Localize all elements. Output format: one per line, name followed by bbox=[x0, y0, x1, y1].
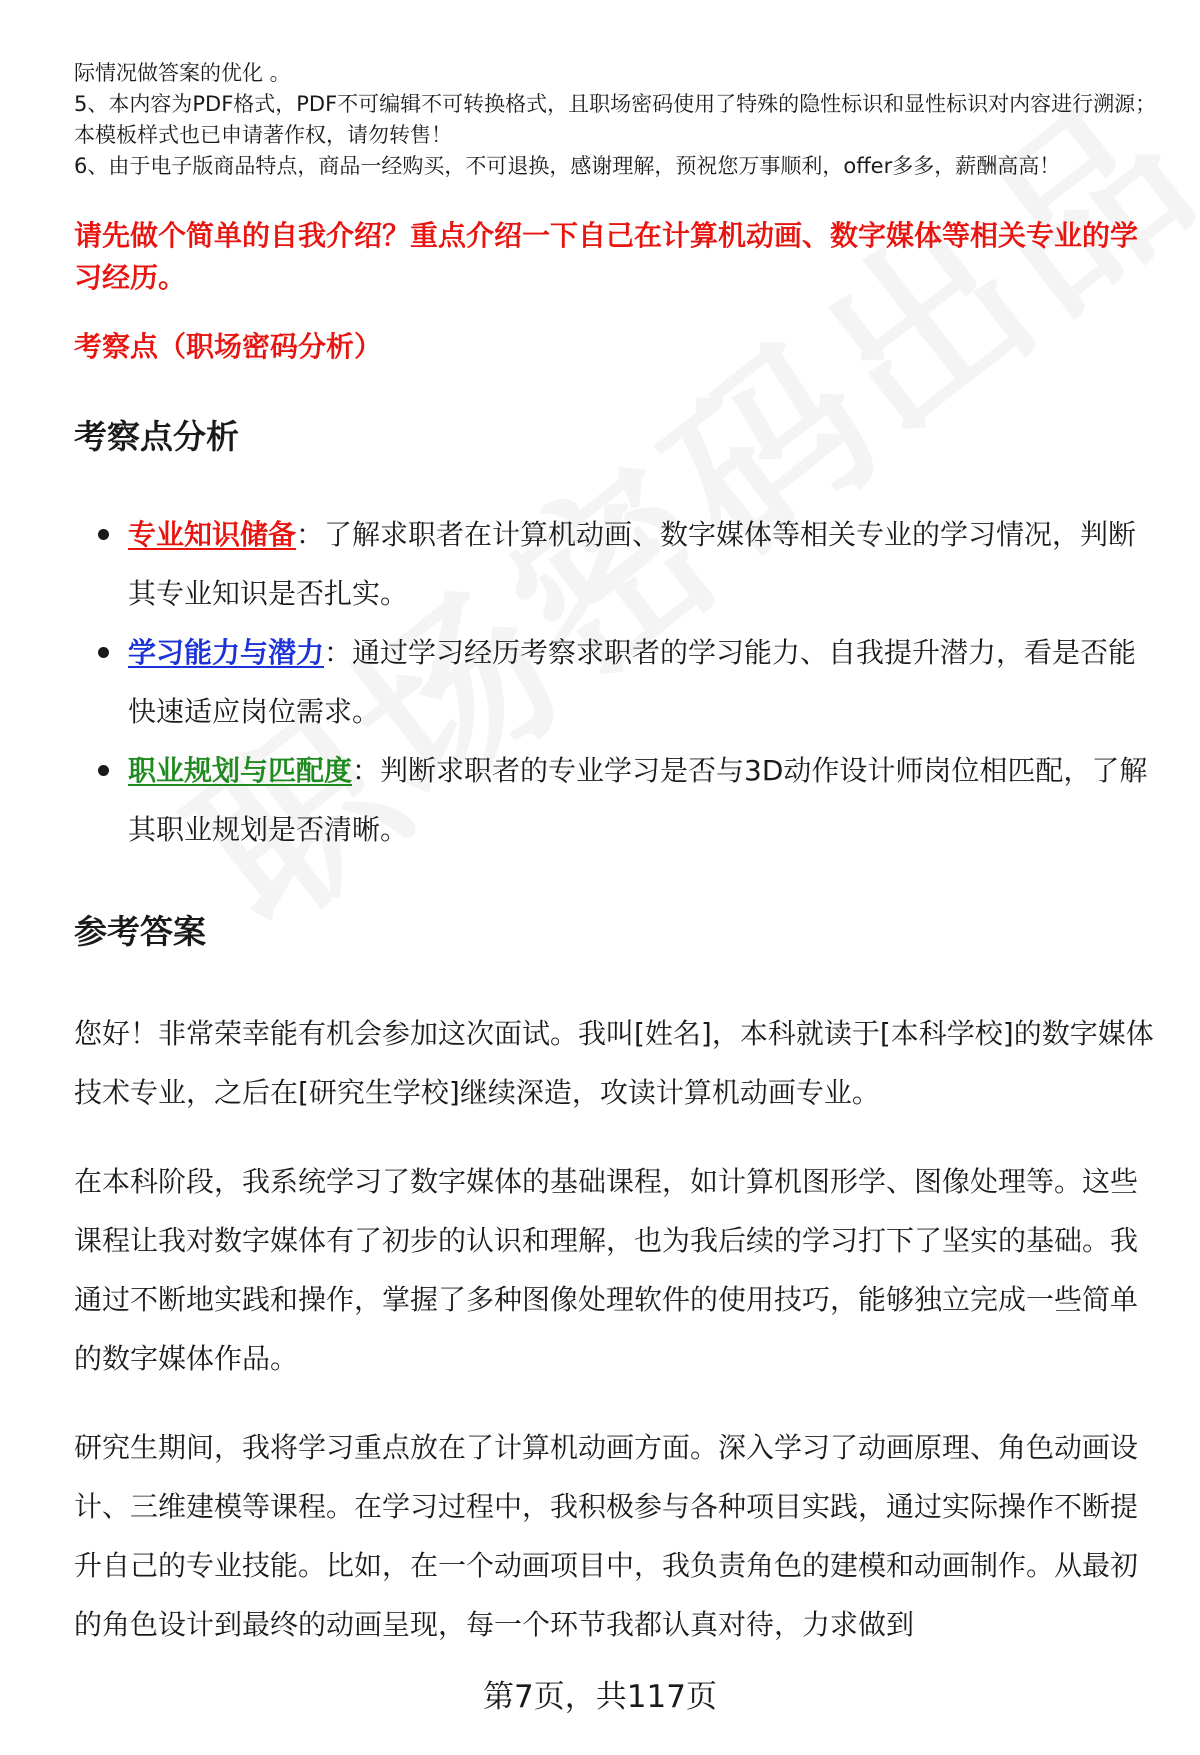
answer-body bbox=[74, 1004, 1160, 1684]
exam-points-subheading: 考察点（职场密码分析） bbox=[74, 330, 383, 363]
answer-paragraph: 您好！非常荣幸能有机会参加这次面试。我叫[姓名]，本科就读于[本科学校]的数字媒体技术专业，之后在[研究生学校]继续深造，攻读计算机动画专业。 bbox=[74, 1017, 1154, 1109]
analysis-separator: ： bbox=[352, 754, 381, 787]
answer-heading: 参考答案 bbox=[74, 912, 206, 951]
analysis-item bbox=[74, 741, 1160, 859]
analysis-item bbox=[74, 623, 1160, 741]
page-number: 第7页，共117页 bbox=[483, 1679, 717, 1715]
analysis-separator: ： bbox=[296, 518, 325, 551]
notes-block bbox=[74, 58, 1160, 182]
analysis-text: 通过学习经历考察求职者的学习能力、自我提升潜力，看是否能快速适应岗位需求。 bbox=[128, 636, 1137, 728]
analysis-text: 了解求职者在计算机动画、数字媒体等相关专业的学习情况，判断其专业知识是否扎实。 bbox=[128, 518, 1137, 610]
note-line: 6、由于电子版商品特点，商品一经购买，不可退换，感谢理解，预祝您万事顺利，offer多多，薪酬高高！ bbox=[74, 154, 1061, 178]
analysis-separator: ： bbox=[324, 636, 353, 669]
interview-question: 请先做个简单的自我介绍？重点介绍一下自己在计算机动画、数字媒体等相关专业的学习经历。 bbox=[74, 219, 1139, 294]
bullet-icon bbox=[98, 765, 109, 776]
note-line: 际情况做答案的优化 。 bbox=[74, 61, 291, 85]
bullet-icon bbox=[98, 647, 109, 658]
answer-paragraph: 在本科阶段，我系统学习了数字媒体的基础课程，如计算机图形学、图像处理等。这些课程让我对数字媒体有了初步的认识和理解，也为我后续的学习打下了坚实的基础。我通过不断地实践和操作，掌握了多种图像处理软件的使用技巧，能够独立完成一些简单的数字媒体作品。 bbox=[74, 1165, 1139, 1375]
note-line: 5、本内容为PDF格式，PDF不可编辑不可转换格式，且职场密码使用了特殊的隐性标识和显性标识对内容进行溯源；本模板样式也已申请著作权，请勿转售！ bbox=[74, 92, 1157, 147]
bullet-icon bbox=[98, 529, 109, 540]
answer-paragraph: 研究生期间，我将学习重点放在了计算机动画方面。深入学习了动画原理、角色动画设计、三维建模等课程。在学习过程中，我积极参与各种项目实践，通过实际操作不断提升自己的专业技能。比如，在一个动画项目中，我负责角色的建模和动画制作。从最初的角色设计到最终的动画呈现，每一个环节我都认真对待，力求做到 bbox=[74, 1431, 1139, 1641]
analysis-keyword: 专业知识储备 bbox=[128, 518, 297, 551]
analysis-list bbox=[74, 505, 1160, 859]
analysis-text: 判断求职者的专业学习是否与3D动作设计师岗位相匹配，了解其职业规划是否清晰。 bbox=[128, 754, 1148, 846]
analysis-keyword: 职业规划与匹配度 bbox=[128, 754, 353, 787]
analysis-item bbox=[74, 505, 1160, 623]
analysis-keyword: 学习能力与潜力 bbox=[128, 636, 325, 669]
analysis-heading: 考察点分析 bbox=[74, 417, 239, 456]
